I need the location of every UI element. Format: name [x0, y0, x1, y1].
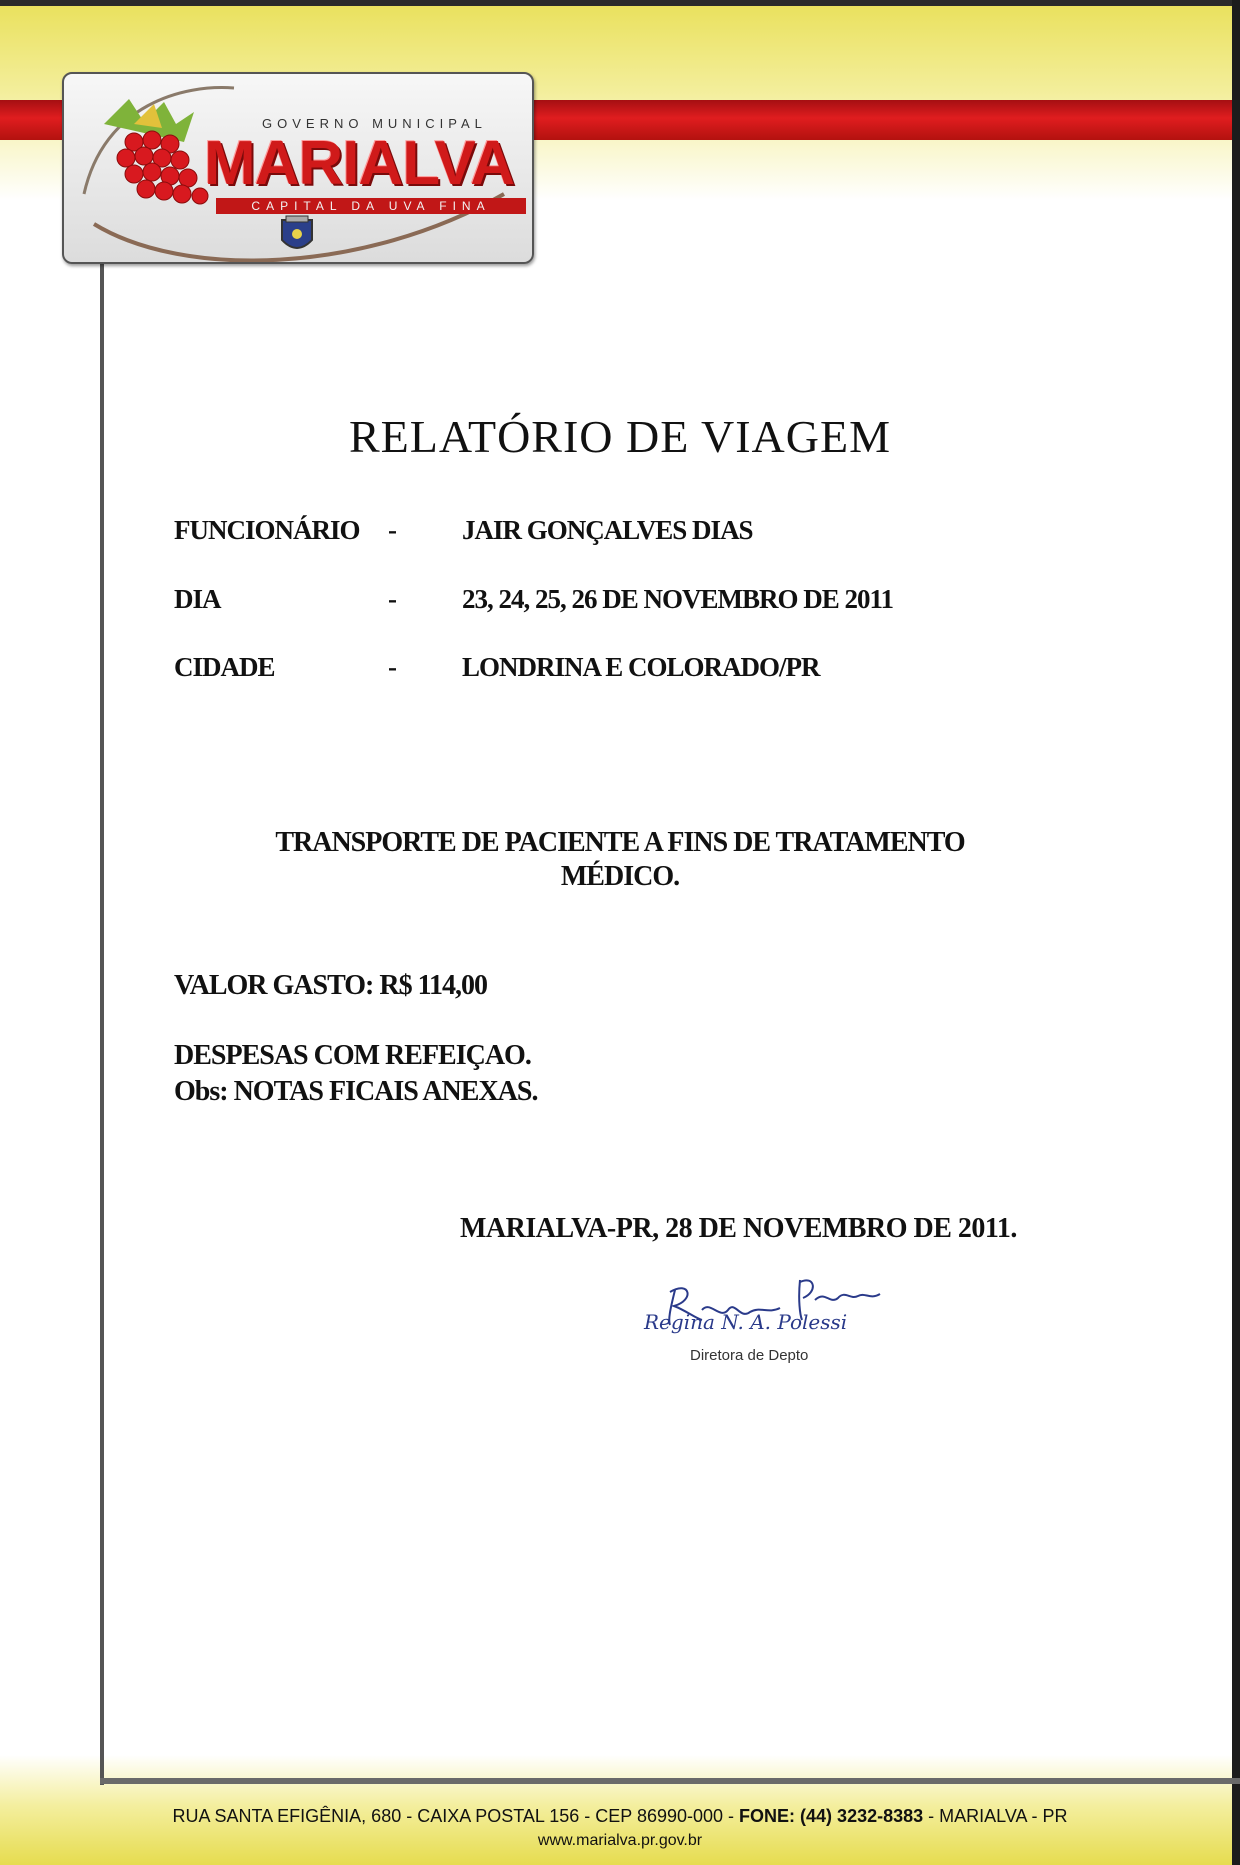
footer-website: www.marialva.pr.gov.br: [537, 1832, 703, 1849]
trip-purpose: [0, 826, 1240, 894]
attachments-note: Obs: NOTAS FICAIS ANEXAS.: [174, 1076, 538, 1107]
footer-city: - MARIALVA - PR: [923, 1806, 1068, 1826]
trip-purpose-line-1: TRANSPORTE DE PACIENTE A FINS DE TRATAMENTO: [275, 827, 965, 858]
footer-address-text: RUA SANTA EFIGÊNIA, 680 - CAIXA POSTAL 156 - CEP 86990-000 -: [172, 1806, 740, 1826]
scan-top-edge: [0, 0, 1240, 6]
field-value: 23, 24, 25, 26 DE NOVEMBRO DE 2011: [462, 584, 894, 614]
field-separator: -: [388, 515, 396, 545]
signatory-role: Diretora de Depto: [690, 1347, 809, 1364]
field-label: CIDADE: [174, 652, 275, 682]
logo-brand-name: MARIALVA: [204, 129, 514, 198]
field-value: LONDRINA E COLORADO/PR: [462, 652, 820, 682]
trip-purpose-line-2: MÉDICO.: [560, 861, 680, 892]
expenses-description: DESPESAS COM REFEIÇAO.: [174, 1040, 531, 1071]
page-frame-left: [100, 250, 104, 1785]
scan-right-edge: [1232, 0, 1240, 1865]
field-separator: -: [388, 584, 396, 614]
field-label: FUNCIONÁRIO: [174, 515, 360, 545]
document-title: RELATÓRIO DE VIAGEM: [348, 411, 891, 462]
field-value: JAIR GONÇALVES DIAS: [462, 515, 753, 545]
place-and-date: MARIALVA-PR, 28 DE NOVEMBRO DE 2011.: [460, 1213, 1017, 1244]
logo-tagline: CAPITAL DA UVA FINA: [216, 198, 526, 214]
grapes-icon: [84, 94, 214, 224]
field-label: DIA: [174, 584, 221, 614]
signatory-name: Regina N. A. Polessi: [644, 1310, 848, 1334]
amount-spent: VALOR GASTO: R$ 114,00: [174, 970, 488, 1001]
municipal-crest-icon: [272, 214, 322, 258]
logo-government-text: GOVERNO MUNICIPAL: [262, 116, 487, 131]
municipal-logo: [62, 72, 534, 264]
footer-phone: FONE: (44) 3232-8383: [739, 1806, 924, 1826]
footer-address: [0, 1806, 1240, 1827]
field-separator: -: [388, 652, 396, 682]
page-frame-bottom: [100, 1778, 1240, 1784]
